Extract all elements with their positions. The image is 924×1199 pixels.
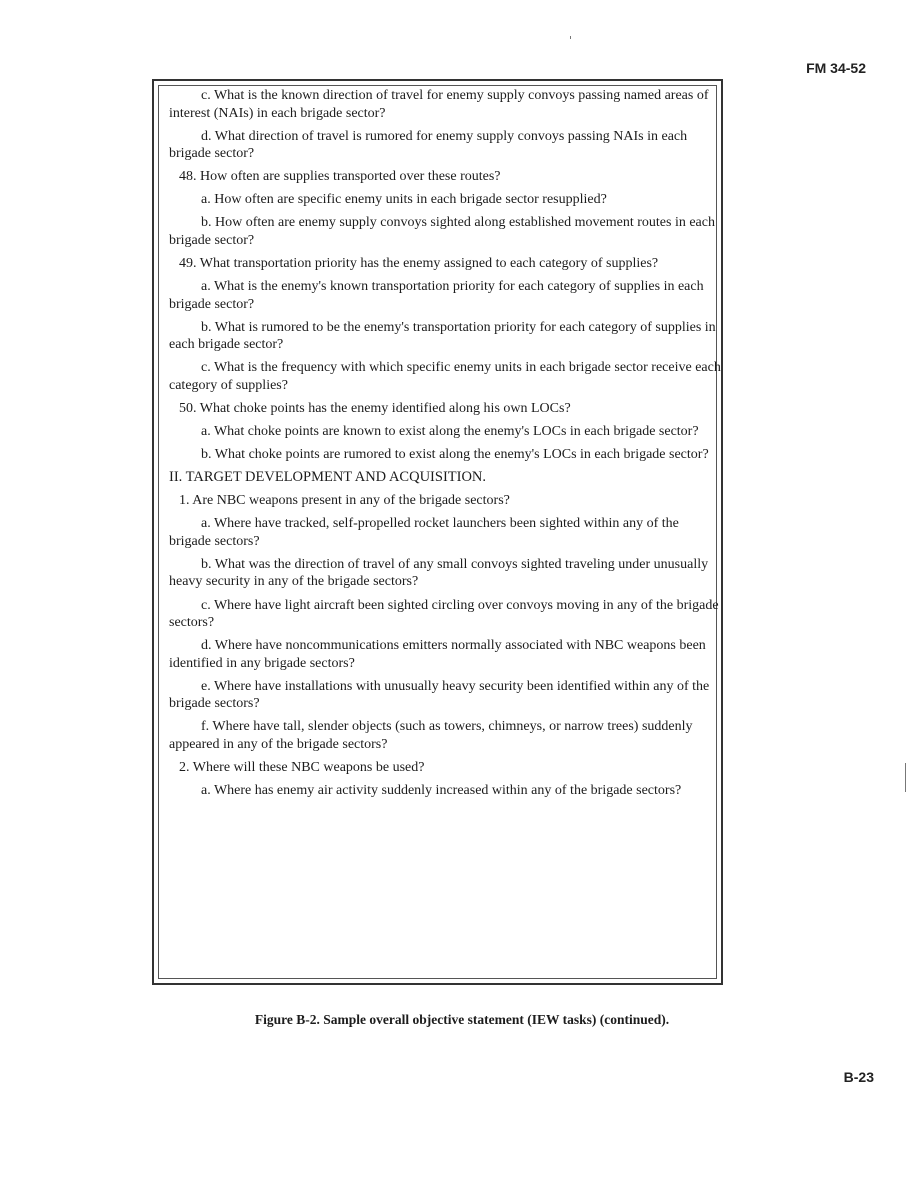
sub-question-item: a. Where has enemy air activity suddenly increased within any of the brigade sectors? [201, 782, 682, 798]
sub-question-item: c. What is the known direction of travel for enemy supply convoys passing named areas of interest (NAIs) in each brigade sector? [169, 88, 709, 121]
scan-mark [570, 36, 571, 39]
sub-question-item: b. How often are enemy supply convoys sighted along established movement routes in each brigade sector? [169, 215, 715, 248]
question-item: 48. How often are supplies transported over these routes? [179, 169, 501, 185]
sub-question-item: b. What choke points are rumored to exist along the enemy's LOCs in each brigade sector? [201, 447, 709, 463]
scan-mark [905, 763, 906, 792]
question-item: 50. What choke points has the enemy identified along his own LOCs? [179, 400, 571, 416]
question-item: 49. What transportation priority has the enemy assigned to each category of supplies? [179, 255, 659, 271]
sub-question-item: a. What is the enemy's known transportation priority for each category of supplies in each brigade sector? [169, 279, 704, 312]
section-heading: II. TARGET DEVELOPMENT AND ACQUISITION. [169, 469, 487, 486]
sub-question-item: e. Where have installations with unusually heavy security been identified within any of the brigade sectors? [169, 678, 710, 712]
page-header: FM 34-52 [806, 60, 866, 76]
sub-question-item: c. Where have light aircraft been sighted circling over convoys moving in any of the brigade sectors? [169, 597, 719, 630]
page-number: B-23 [843, 1069, 874, 1085]
sub-question-item: d. What direction of travel is rumored for enemy supply convoys passing NAIs in each brigade sector? [169, 128, 688, 162]
figure-caption: Figure B-2. Sample overall objective statement (IEW tasks) (continued). [254, 1012, 670, 1027]
question-item: 1. Are NBC weapons present in any of the brigade sectors? [179, 493, 510, 509]
sub-question-item: a. Where have tracked, self-propelled rocket launchers been sighted within any of the brigade sectors? [169, 516, 679, 549]
sub-question-item: b. What is rumored to be the enemy's transportation priority for each category of supplies in each brigade sector? [169, 319, 716, 353]
sub-question-item: b. What was the direction of travel of any small convoys sighted traveling under unusually heavy security in any of the brigade sectors? [169, 556, 709, 590]
sub-question-item: d. Where have noncommunications emitters normally associated with NBC weapons been identified in any brigade sectors? [169, 638, 706, 671]
question-item: 2. Where will these NBC weapons be used? [179, 759, 425, 775]
sub-question-item: a. How often are specific enemy units in each brigade sector resupplied? [201, 192, 607, 208]
sub-question-item: f. Where have tall, slender objects (such as towers, chimneys, or narrow trees) suddenly appeared in any of the brigade sectors? [169, 719, 693, 752]
objective-statement-list [169, 87, 721, 805]
sub-question-item: c. What is the frequency with which specific enemy units in each brigade sector receive each category of supplies? [169, 360, 721, 393]
sub-question-item: a. What choke points are known to exist along the enemy's LOCs in each brigade sector? [201, 423, 699, 439]
